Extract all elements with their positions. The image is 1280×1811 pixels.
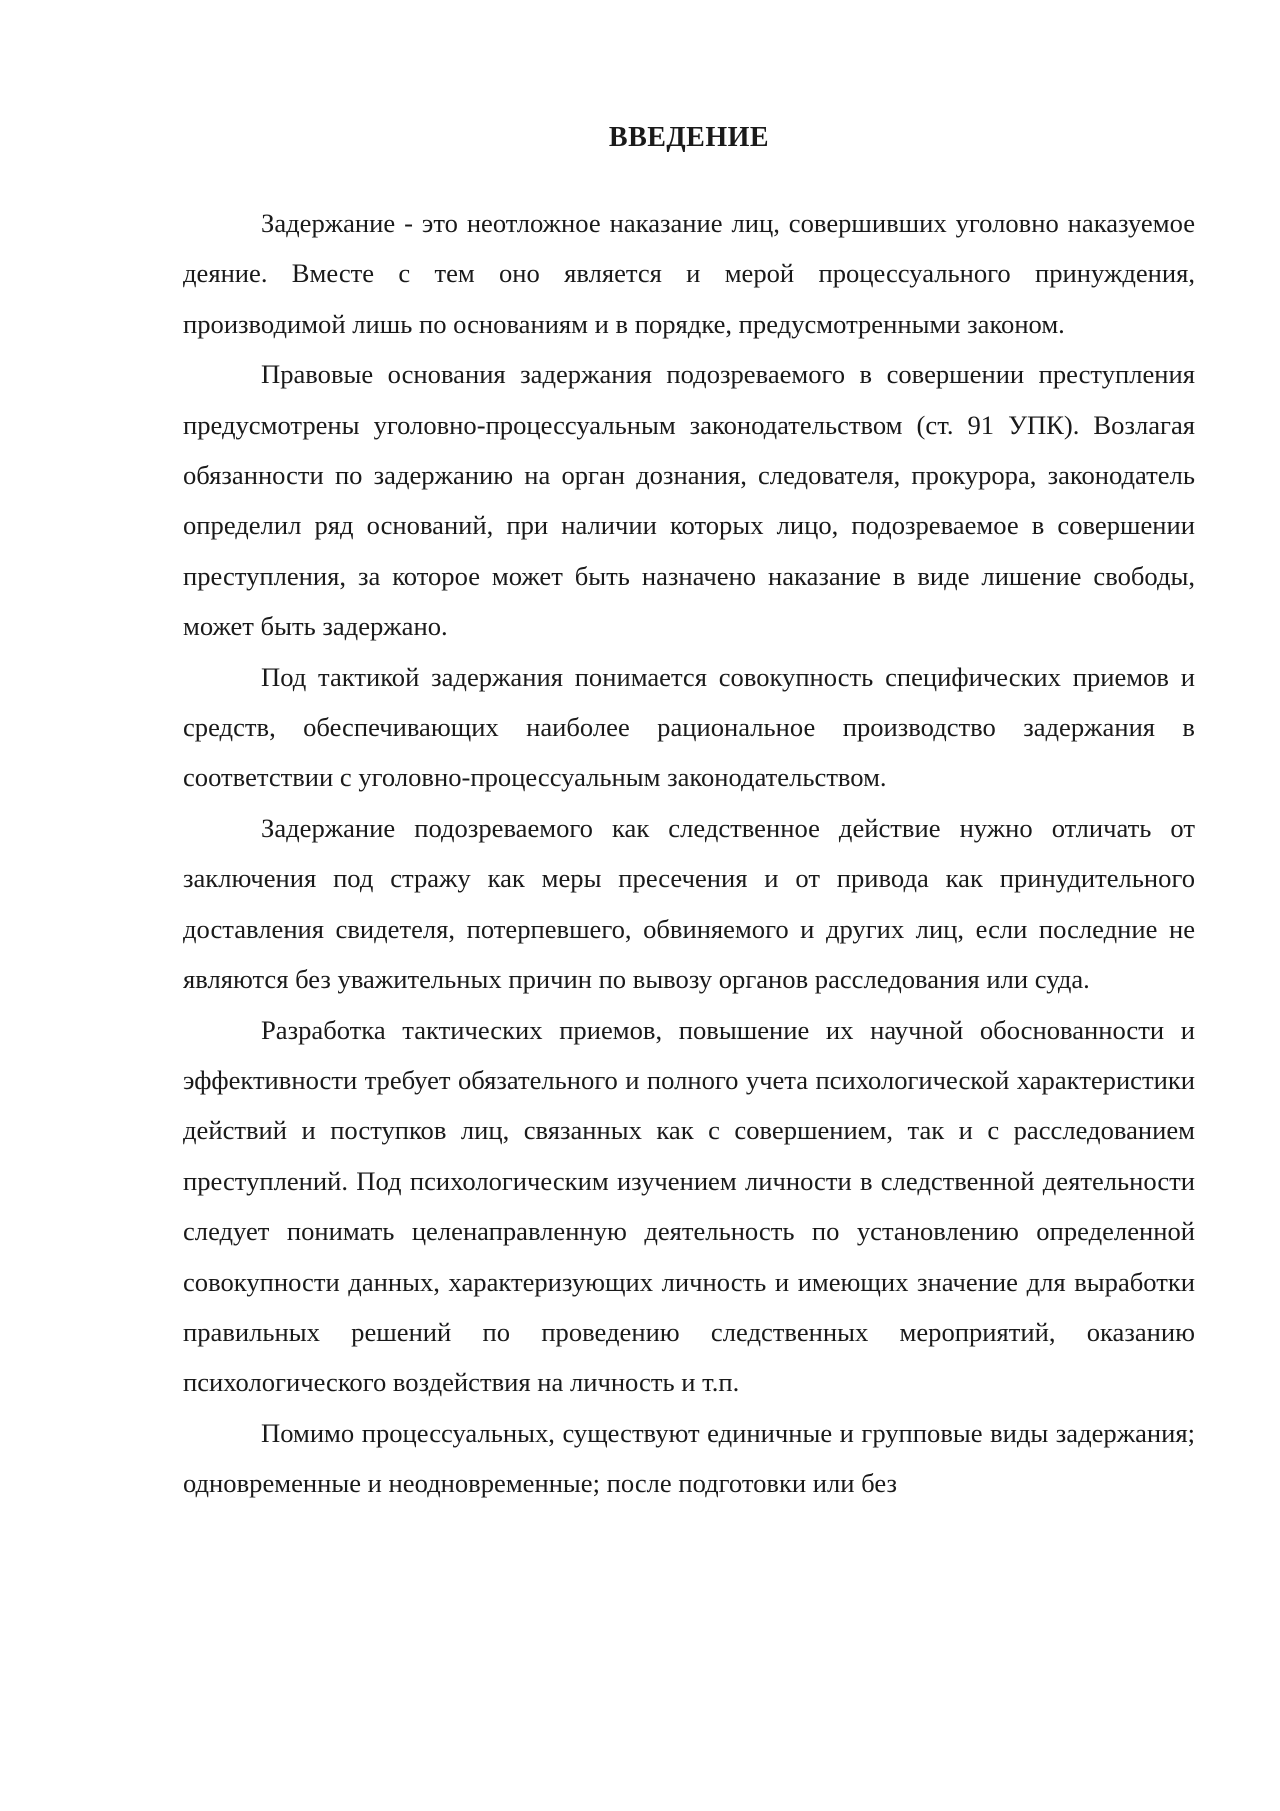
document-page: [183, 118, 1195, 1509]
document-heading: ВВЕДЕНИЕ: [608, 122, 770, 153]
paragraph-5: Разработка тактических приемов, повышение их научной обоснованности и эффективности требует обязательного и полного учета психологической характеристики действий и поступков лиц, связанных как с совершением, так и с расследованием преступлений. Под психологическим изучением личности в следственной деятельности следует понимать целенаправленную деятельность по установлению определенной совокупности данных, характеризующих личность и имеющих значение для выработки правильных решений по проведению следственных мероприятий, оказанию психологического воздействия на личность и т.п.: [183, 1014, 1195, 1398]
paragraph-3: Под тактикой задержания понимается совокупность специфических приемов и средств, обеспечивающих наиболее рациональное производство задержания в соответствии с уголовно-процессуальным законодательством.: [183, 661, 1195, 793]
paragraph-6: Помимо процессуальных, существуют единичные и групповые виды задержания; одновременные и неодновременные; после подготовки или без: [183, 1417, 1195, 1499]
paragraph-1: Задержание - это неотложное наказание лиц, совершивших уголовно наказуемое деяние. Вместе с тем оно является и мерой процессуального принуждения, производимой лишь по основаниям и в порядке, предусмотренными законом.: [183, 208, 1195, 339]
paragraph-4: Задержание подозреваемого как следственное действие нужно отличать от заключения под стражу как меры пресечения и от привода как принудительного доставления свидетеля, потерпевшего, обвиняемого и других лиц, если последние не являются без уважительных причин по вывозу органов расследования или суда.: [183, 812, 1195, 995]
paragraph-2: Правовые основания задержания подозреваемого в совершении преступления предусмотрены уголовно-процессуальным законодательством (ст. 91 УПК). Возлагая обязанности по задержанию на орган дознания, следователя, прокурора, законодатель определил ряд оснований, при наличии которых лицо, подозреваемое в совершении преступления, за которое может быть назначено наказание в виде лишение свободы, может быть задержано.: [183, 359, 1195, 642]
